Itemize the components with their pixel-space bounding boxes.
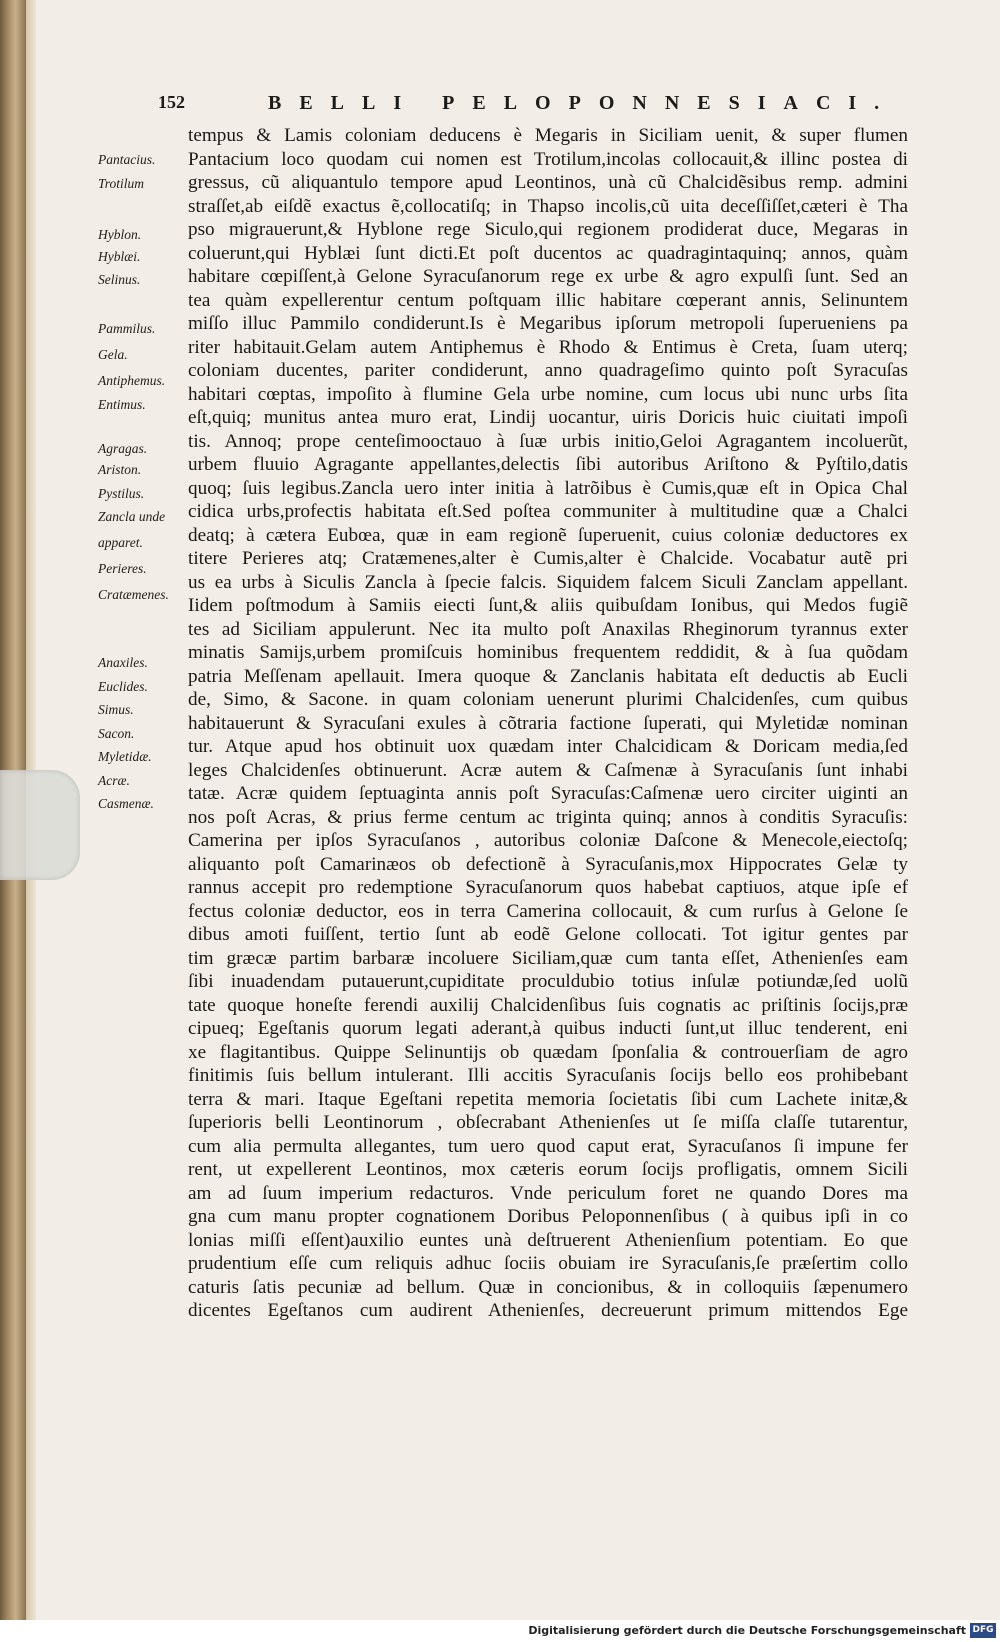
text-line: us ea urbs à Siculis Zancla à ſpecie falcis. Siquidem falcem Siculi Zanclam appellant.	[188, 571, 908, 593]
margin-note: Pammilus.	[98, 321, 156, 337]
text-line: tis. Annoq; prope centeſimooctauo à ſuæ urbis initio,Geloi Agragantem incoluerũt,	[188, 430, 908, 452]
margin-note: Euclides.	[98, 678, 148, 694]
text-line: Pantacium loco quodam cui nomen est Trotilum,incolas collocauit,& illinc postea di	[188, 148, 908, 170]
text-line: coluerunt,qui Hyblæi ſunt dicti.Et poſt ducentos ac quadragintaquinq; annos, quàm	[188, 242, 908, 264]
text-line: xe flagitantibus. Quippe Selinuntijs ob quædam ſponſalia & controuerſiam de agro	[188, 1041, 908, 1063]
text-line: de, Simo, & Sacone. in quam coloniam uenerunt plurimi Chalcidenſes, cum quibus	[188, 689, 908, 710]
margin-note: Simus.	[98, 702, 134, 718]
text-line: gressus, cũ aliquantulo tempore apud Leontinos, unà cũ Chalcidẽsibus remp. admini	[188, 172, 908, 193]
text-line: titere Perieres atq; Cratæmenes,alter è Cumis,alter è Chalcide. Vocabatur autẽ pri	[188, 548, 908, 569]
text-line: tes ad Siciliam appulerunt. Nec ita multo poſt Anaxilas Rheginorum tyrannus exter	[188, 618, 908, 640]
margin-note: Zancla unde	[98, 509, 166, 525]
margin-note: Ariston.	[98, 462, 142, 478]
margin-note: Pantacius.	[98, 152, 156, 168]
text-line: eſt,quiq; munitus antea muro erat, Lindij uocantur, uiris Doricis huic ciuitati impoſi	[188, 407, 908, 428]
text-line: riter habitauit.Gelam autem Antiphemus è Rhodo & Entimus è Creta, ſuam uterq;	[188, 336, 908, 358]
margin-note: Myletidæ.	[98, 749, 152, 765]
text-line: aliquanto poſt Camarinæos ob defectionẽ à Syracuſanis,mox Hippocrates Gelæ ty	[188, 853, 908, 875]
text-line: fectus coloniæ deductor, eos in terra Camerina collocauit, & cum rurſus à Gelone ſe	[188, 900, 908, 922]
text-line: prudentium eſſe cum reliquis adhuc ſociis obuiam ire Syracuſanis,ſe præſertim collo	[188, 1253, 908, 1274]
margin-note: Cratæmenes.	[98, 586, 169, 602]
text-line: quoq; ſuis legibus.Zancla uero inter initia à latrõibus è Cumis,quæ eſt in Opica Chal	[188, 477, 908, 499]
running-title: BELLI PELOPONNESIACI.	[268, 92, 898, 114]
text-line: tim græcæ partim barbaræ incoluere Siciliam,quæ cum tanta eſſet, Athenienſes eam	[188, 947, 908, 969]
text-line: lonias miſſi eſſent)auxilio euntes unà deſtruerent Athenienſium potentiam. Eo que	[188, 1229, 908, 1251]
funding-credit: Digitalisierung gefördert durch die Deutsche Forschungsgemeinschaft	[528, 1624, 966, 1637]
margin-note: Gela.	[98, 347, 128, 363]
margin-note: Agragas.	[98, 441, 148, 457]
text-line: pso migrauerunt,& Hyblone rege Siculo,qui regionem prodiderat duce, Megaras in	[188, 219, 908, 240]
margin-note: Hyblon.	[98, 227, 142, 243]
text-line: tempus & Lamis coloniam deducens è Megaris in Siciliam uenit, & super flumen	[188, 125, 908, 146]
body-text	[188, 124, 908, 1323]
page-number: 152	[158, 92, 185, 112]
text-line: rannus accepit pro redemptione Syracuſanorum quos habebat captiuos, atque ipſe ef	[188, 877, 908, 898]
margin-note: Selinus.	[98, 272, 141, 288]
text-line: dibus amoti fuiſſent, tertio ſunt ab eodẽ Gelone collocati. Tot igitur gentes par	[188, 924, 908, 945]
text-line: cidica urbs,profectis habitata eſt.Sed poſtea communiter à multitudine quæ a Chalci	[188, 501, 908, 522]
text-line: coloniam ducentes, pariter condiderunt, anno quadrageſimo quinto poſt Syracuſas	[188, 360, 908, 381]
text-line: minatis Samijs,urbem promiſcuis hominibus frequentem reddidit, & à ſua quõdam	[188, 642, 908, 663]
text-line: Camerina per ipſos Syracuſanos , autoribus coloniæ Daſcone & Menecole,eiectoſq;	[188, 830, 908, 851]
running-header	[158, 92, 898, 118]
text-line: habitauerunt & Syracuſani exules à cõtraria factione ſuperati, qui Myletidæ nominan	[188, 712, 908, 734]
text-line: terra & mari. Itaque Egeſtani repetita memoria ſocietatis ſibi cum Lachete initæ,&	[188, 1088, 908, 1110]
text-line: ſuperioris belli Leontinorum , obſecrabant Athenienſes ut ſe miſſa claſſe tutarentur,	[188, 1112, 908, 1133]
margin-note: Acræ.	[98, 772, 130, 788]
text-line: dicentes Egeſtanos cum audirent Athenienſes, decreuerunt primum mittendos Ege	[188, 1300, 908, 1321]
text-line: caturis ſatis pecuniæ ad bellum. Quæ in concionibus, & in colloquiis ſæpenumero	[188, 1276, 908, 1298]
text-line: straſſet,ab eiſdẽ exactus ẽ,collocatiſq; in Thapso incolis,cũ uita deceſſiſſet,cæteri è Tha	[188, 195, 908, 217]
margin-note: Entimus.	[98, 396, 146, 412]
margin-note: Trotilum	[98, 175, 145, 191]
margin-note: Sacon.	[98, 725, 135, 741]
dfg-logo: DFG	[970, 1623, 996, 1638]
text-line: tea quàm expellerentur centum poſtquam illic habitare cœperant annis, Selinuntem	[188, 289, 908, 311]
text-line: gna cum manu propter cognationem Doribus Peloponnenſibus ( à quibus ipſi in co	[188, 1206, 908, 1227]
text-line: am ad ſuum imperium redacturos. Vnde periculum foret ne quando Dores ma	[188, 1182, 908, 1204]
text-line: tatæ. Acræ quidem ſeptuaginta annis poſt Syracuſas:Caſmenæ uero circiter uiginti an	[188, 783, 908, 804]
margin-note: Pystilus.	[98, 485, 145, 501]
margin-note: Anaxiles.	[98, 655, 148, 671]
margin-note: Casmenæ.	[98, 796, 154, 812]
text-line: urbem fluuio Agragante appellantes,delectis ſibi autoribus Ariſtono & Pyſtilo,datis	[188, 454, 908, 475]
text-line: tur. Atque apud hos obtinuit uox quædam inter Chalcidicam & Doricam media,ſed	[188, 736, 908, 757]
text-line: habitari cœptas, impoſito à flumine Gela urbe nomine, cum locus ubi nunc urbs ſita	[188, 383, 908, 405]
footer-bar	[0, 1620, 1000, 1642]
text-line: tate quoque honeſte ferendi auxilij Chalcidenſibus ſuis cognatis ac priſtinis ſocijs,præ	[188, 994, 908, 1016]
text-line: miſſo illuc Pammilo condiderunt.Is è Megaribus ipſorum metropoli ſuperueniens pa	[188, 313, 908, 334]
text-line: leges Chalcidenſes obtinuerunt. Acræ autem & Caſmenæ à Syracuſanis ſunt inhabi	[188, 759, 908, 781]
text-line: rent, ut expellerent Leontinos, mox cæteris eorum ſocijs profligatis, omnem Sicili	[188, 1159, 908, 1180]
text-line: cum alia permulta allegantes, tum uero quod caput erat, Syracuſanos ſi impune fer	[188, 1135, 908, 1157]
margin-note: Hyblæi.	[98, 248, 141, 264]
text-line: deatq; à cætera Eubœa, quæ in eam regionẽ ſuperuenit, cuius coloniæ deductores ex	[188, 524, 908, 546]
text-line: nos poſt Acras, & prius ferme centum ac triginta quinq; annos à conditis Syracuſis:	[188, 806, 908, 828]
text-line: ſibi inuadendam putauerunt,cupiditate proculdubio totius inſulæ potiundæ,ſed uolũ	[188, 971, 908, 992]
margin-note: Antiphemus.	[98, 373, 166, 389]
text-line: Iidem poſtmodum à Samiis eiecti ſunt,& aliis quibuſdam Ionibus, qui Medos fugiẽ	[188, 595, 908, 616]
text-line: patria Meſſenam apellauit. Imera quoque & Zanclanis habitata eſt deductis ab Eucli	[188, 665, 908, 687]
margin-note: apparet.	[98, 535, 143, 551]
bookmark-ribbon	[0, 770, 80, 880]
text-line: cipueq; Egeſtanis quorum legati aderant,à quibus inducti ſunt,ut illuc tenderent, eni	[188, 1018, 908, 1039]
text-line: finitimis ſuis bellum intulerant. Illi accitis Syracuſanis ſocijs bello eos prohibebant	[188, 1065, 908, 1086]
text-line: habitare cœpiſſent,à Gelone Syracuſanorum rege ex urbe & agro expulſi ſunt. Sed an	[188, 266, 908, 287]
margin-note: Perieres.	[98, 561, 147, 577]
